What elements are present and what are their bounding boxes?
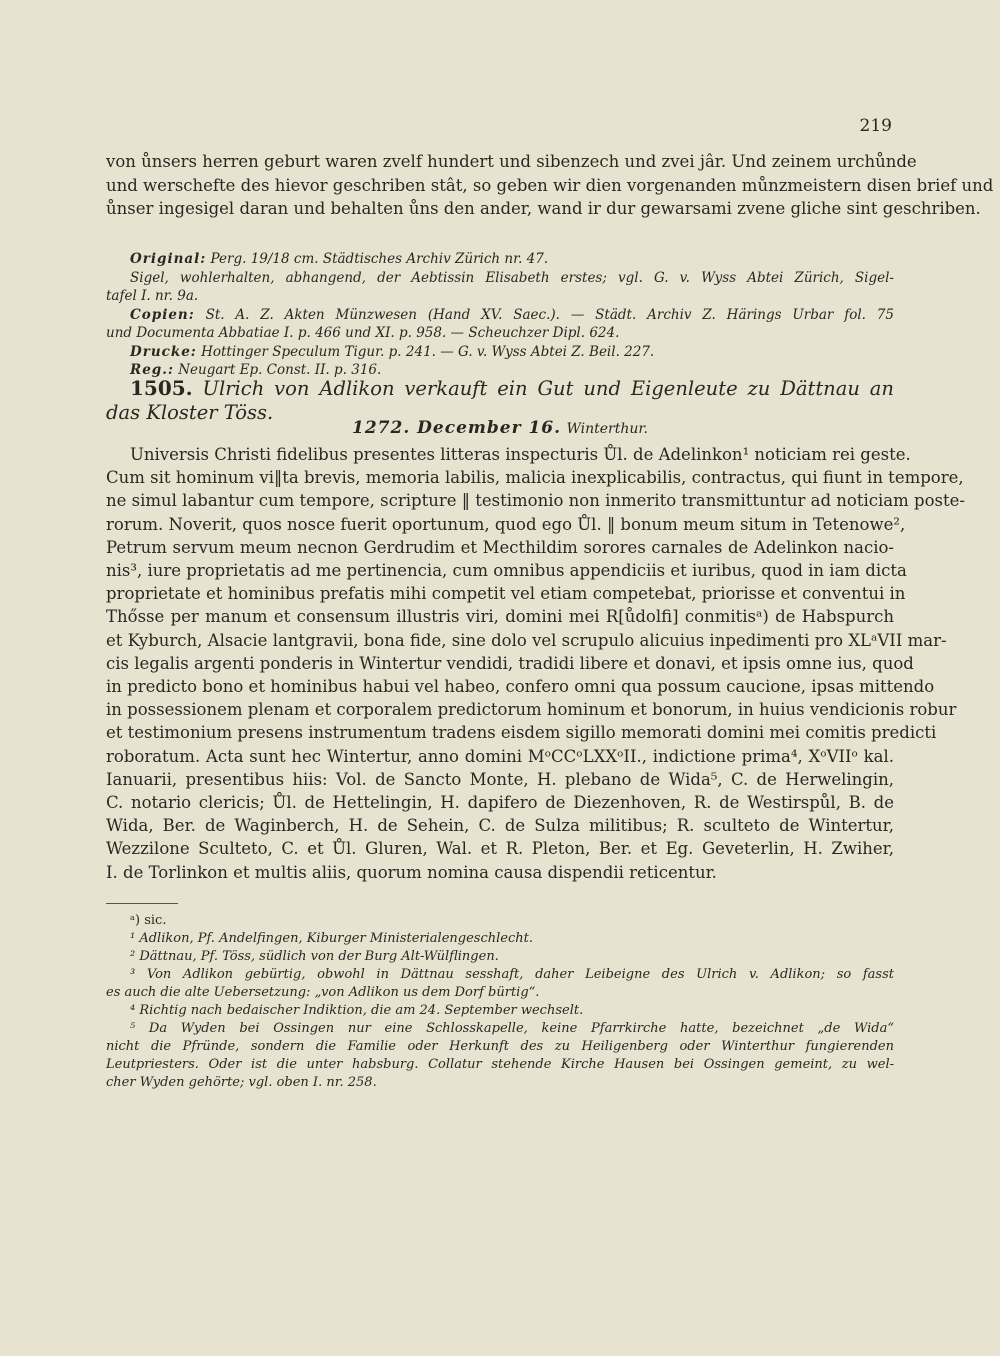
continuation-text — [106, 150, 994, 221]
heading-line — [106, 376, 894, 401]
copien-note-cont: und Documenta Abbatiae I. p. 466 und XI. p. 958. — Scheuchzer Dipl. 624. — [106, 325, 620, 341]
document-title-cont: das Kloster Töss. — [106, 401, 274, 424]
charter-line: et Kyburch, Alsacie lantgravii, bona fide, sine dolo vel scrupulo alicuius inpedimenti pro XLᵃVII mar- — [106, 630, 947, 650]
original-label: Original: — [130, 251, 207, 267]
footnotes — [106, 912, 894, 1092]
charter-line: Cum sit hominum vi‖ta brevis, memoria labilis, malicia inexplicabilis, contractus, qui fiunt in tempore, — [106, 468, 964, 488]
reg-label: Reg.: — [130, 362, 174, 378]
charter-line: Ianuarii, presentibus hiis: Vol. de Sancto Monte, H. plebano de Wida⁵, C. de Herwelingin, — [106, 769, 894, 789]
text-line: ůnser ingesigel daran und behalten ůns den ander, wand ir dur gewarsami zvene gliche sint geschriben. — [106, 199, 981, 218]
document-place: Winterthur. — [566, 421, 648, 437]
copien-note — [106, 306, 894, 325]
text-line: von ůnsers herren geburt waren zvelf hundert und sibenzech und zvei jâr. Und zeinem urchůnde — [106, 152, 917, 171]
copien-label: Copien: — [130, 306, 195, 323]
sigel-note-cont: tafel I. nr. 9a. — [106, 288, 199, 304]
charter-line: et testimonium presens instrumentum tradens eisdem sigillo memorati domini mei comitis predicti — [106, 723, 937, 743]
charter-line: in possessionem plenam et corporalem predictorum hominum et bonorum, in huius vendicionis robur — [106, 700, 957, 720]
drucke-note — [106, 343, 894, 362]
page-number: 219 — [859, 116, 892, 136]
sigel-note: Sigel, wohlerhalten, abhangend, der Aebtissin Elisabeth erstes; vgl. G. v. Wyss Abtei Zürich, Sigel- — [130, 269, 894, 286]
copien-text: St. A. Z. Akten Münzwesen (Hand XV. Saec.). — Städt. Archiv Z. Härings Urbar fol. 75 — [205, 306, 894, 323]
footnote-cont: es auch die alte Uebersetzung: „von Adlikon us dem Dorf bürtig“. — [106, 985, 540, 1000]
footnote: ¹ Adlikon, Pf. Andelfingen, Kiburger Ministerialengeschlecht. — [130, 931, 533, 946]
charter-text — [106, 443, 965, 884]
dateline — [106, 418, 894, 438]
footnote: ² Dättnau, Pf. Töss, südlich von der Burg Alt-Wülflingen. — [130, 949, 499, 964]
footnote: ᵃ) sic. — [130, 913, 167, 928]
document-number: 1505. — [130, 376, 193, 400]
document-title: Ulrich von Adlikon verkauft ein Gut und Eigenleute zu Dättnau an — [202, 377, 894, 400]
text-line: und werschefte des hievor geschriben stât, so geben wir dien vorgenanden můnzmeistern disen brief und — [106, 175, 994, 195]
charter-line: Wezzilone Sculteto, C. et Ůl. Gluren, Wal. et R. Pleton, Ber. et Eg. Geveterlin, H. Zwiher, — [106, 839, 894, 859]
charter-line: Wida, Ber. de Waginberch, H. de Sehein, C. de Sulza militibus; R. sculteto de Wintertur, — [106, 816, 894, 836]
charter-line: roboratum. Acta sunt hec Wintertur, anno domini MᵒCCᵒLXXᵒII., indictione prima⁴, XᵒVIIᵒ kal. — [106, 746, 894, 766]
footnote: ⁵ Da Wyden bei Ossingen nur eine Schlosskapelle, keine Pfarrkirche hatte, bezeichnet „de Wida“ — [130, 1021, 894, 1036]
drucke-text: Hottinger Speculum Tigur. p. 241. — G. v. Wyss Abtei Z. Beil. 227. — [201, 343, 655, 360]
reg-text: Neugart Ep. Const. II. p. 316. — [178, 362, 382, 378]
charter-line: ne simul labantur cum tempore, scripture ‖ testimonio non inmerito transmittuntur ad noticiam poste- — [106, 491, 965, 511]
footnote-divider — [106, 903, 178, 904]
charter-line: Petrum servum meum necnon Gerdrudim et Mecthildim sorores carnales de Adelinkon nacio- — [106, 537, 894, 557]
footnote-cont: cher Wyden gehörte; vgl. oben I. nr. 258. — [106, 1075, 377, 1090]
source-notes — [106, 250, 894, 380]
footnote: ³ Von Adlikon gebürtig, obwohl in Dättnau sesshaft, daher Leibeigne des Ulrich v. Adlikon; so fasst — [130, 967, 894, 982]
charter-line: proprietate et hominibus prefatis mihi competit vel etiam competebat, priorisse et conventui in — [106, 584, 906, 604]
charter-line: nis³, iure proprietatis ad me pertinencia, cum omnibus appendiciis et iuribus, quod in iam dicta — [106, 561, 907, 581]
original-note — [106, 250, 894, 269]
charter-line: Thősse per manum et consensum illustris viri, domini mei R[ůdolfi] conmitisᵃ) de Habspurch — [106, 607, 894, 627]
document-date: 1272. December 16. — [352, 418, 562, 438]
charter-line: C. notario clericis; Ůl. de Hettelingin, H. dapifero de Diezenhoven, R. de Westirspůl, B. de — [106, 793, 894, 813]
charter-line: in predicto bono et hominibus habui vel habeo, confero omni qua possum caucione, ipsas mittendo — [106, 677, 935, 697]
footnote-cont: Leutpriesters. Oder ist die unter habsburg. Collatur stehende Kirche Hausen bei Ossingen gemeint, zu wel- — [106, 1057, 894, 1072]
drucke-label: Drucke: — [130, 343, 197, 360]
charter-line: Universis Christi fidelibus presentes litteras inspecturis Ůl. de Adelinkon¹ noticiam rei geste. — [130, 445, 911, 464]
charter-line: I. de Torlinkon et multis aliis, quorum nomina causa dispendii reticentur. — [106, 862, 717, 882]
footnote-cont: nicht die Pfründe, sondern die Familie oder Herkunft des zu Heiligenberg oder Winterthur fungierenden — [106, 1039, 894, 1054]
footnote: ⁴ Richtig nach bedaischer Indiktion, die am 24. September wechselt. — [130, 1003, 584, 1018]
original-text: Perg. 19/18 cm. Städtisches Archiv Zürich nr. 47. — [210, 251, 549, 267]
charter-line: cis legalis argenti ponderis in Wintertur vendidi, tradidi libere et donavi, et ipsis omne ius, quod — [106, 653, 914, 673]
charter-line: rorum. Noverit, quos nosce fuerit oportunum, quod ego Ůl. ‖ bonum meum situm in Tetenowe², — [106, 514, 906, 534]
